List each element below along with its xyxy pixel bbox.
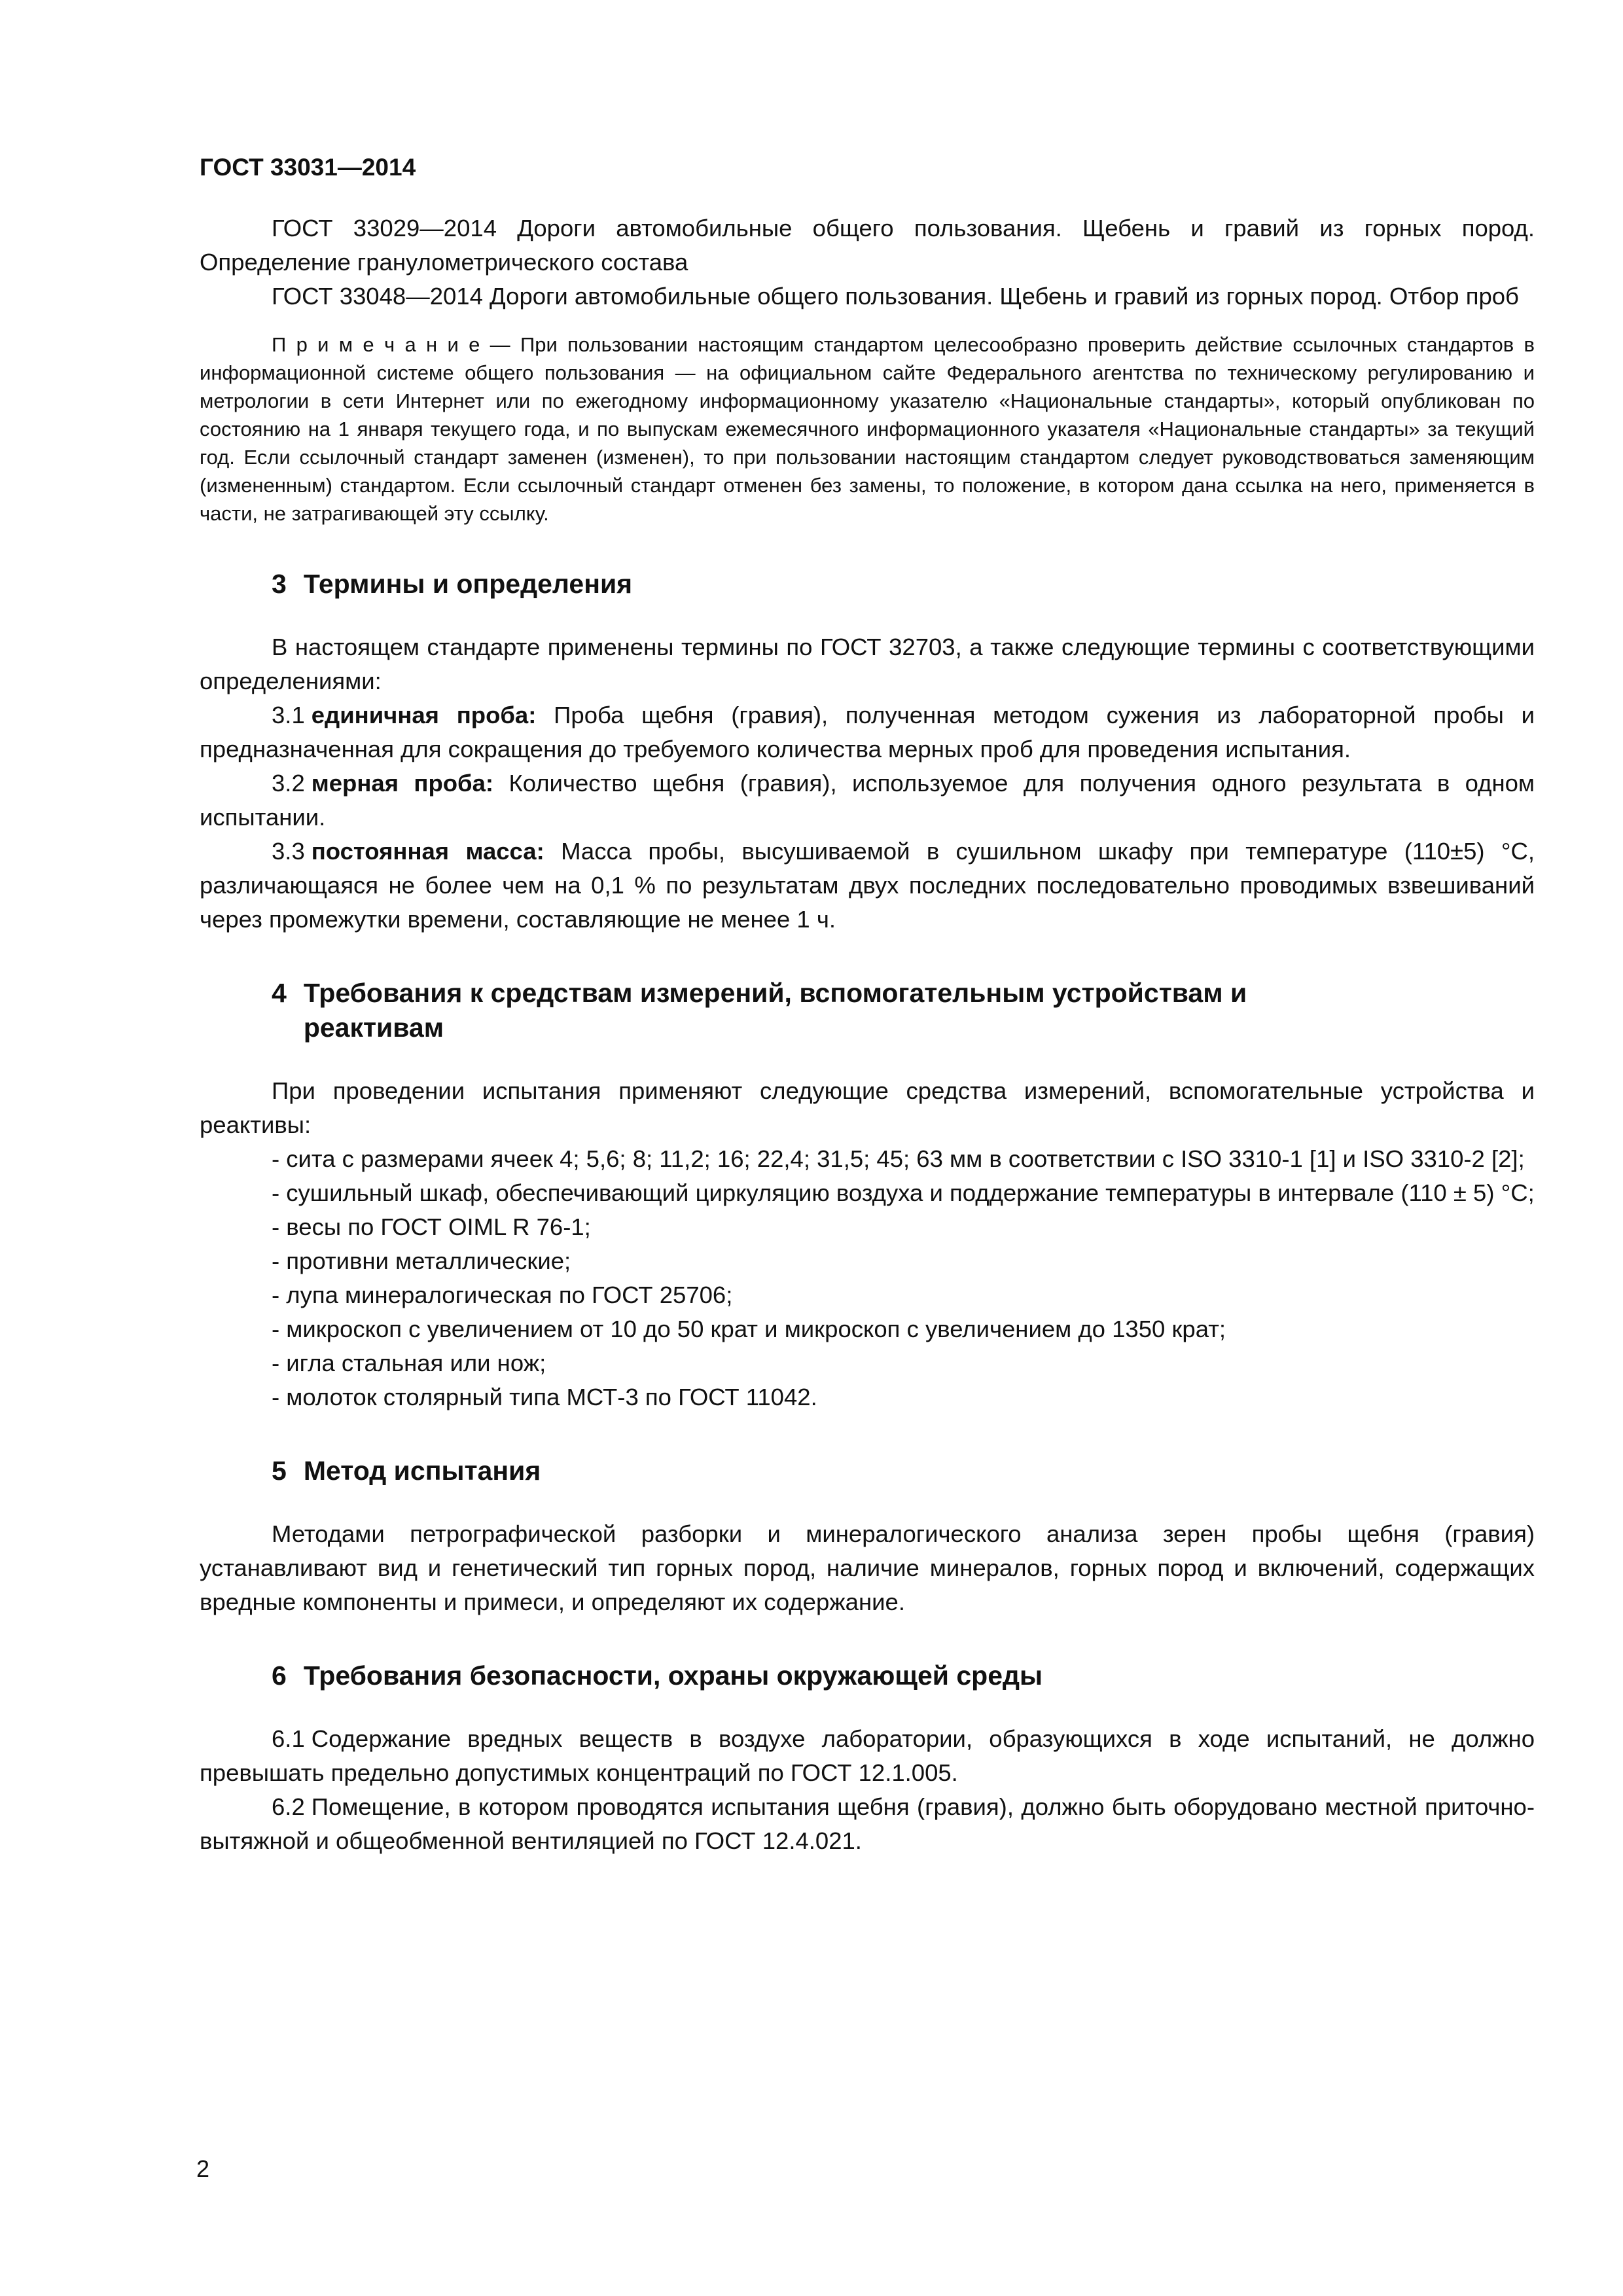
note-text: — При пользовании настоящим стандартом целесообразно проверить действие ссылочных стандартов в информационной системе общего пользования — на официальном сайте Федерального агентства по техническому регулированию и метрологии в сети Интернет или по ежегодному информационному указателю «Национальные стандарты», который опубликован по состоянию на 1 января текущего года, и по выпускам ежемесячного информационного указателя «Национальные стандарты» за текущий год. Если ссылочный стандарт заменен (изменен), то при пользовании настоящим стандартом следует руководствоваться заменяющим (измененным) стандартом. Если ссылочный стандарт отменен без замены, то положение, в котором дана ссылка на него, применяется в части, не затрагивающей эту ссылку. [200, 333, 1535, 525]
document-code: ГОСТ 33031—2014 [200, 154, 416, 181]
clause [200, 1722, 1535, 1790]
page-number: 2 [196, 2155, 210, 2182]
term-text: Количество щебня (гравия), используемое для получения одного результата в одном испытании. [200, 770, 1535, 831]
section-6-heading [200, 1659, 1535, 1693]
equipment-list-item: - микроскоп с увеличением от 10 до 50 крат и микроскоп с увеличением до 1350 крат; [272, 1316, 1226, 1342]
clause [200, 1790, 1535, 1858]
section-4-title: Требования к средствам измерений, вспомогательным устройствам и реактивам [303, 978, 1247, 1043]
equipment-list-item: - лупа минералогическая по ГОСТ 25706; [272, 1282, 733, 1308]
note-label: П р и м е ч а н и е [272, 333, 480, 356]
term-text: Масса пробы, высушиваемой в сушильном шкафу при температуре (110±5) °С, различающаяся не более чем на 0,1 % по результатам двух последних последовательно проводимых взвешиваний через промежутки времени, составляющие не менее 1 ч. [200, 838, 1535, 933]
term-definition [200, 834, 1535, 937]
section-5-text: Методами петрографической разборки и минералогического анализа зерен пробы щебня (гравия) устанавливают вид и генетический тип горных пород, наличие минералов, горных пород и включений, содержащих вредные компоненты и примеси, и определяют их содержание. [200, 1520, 1535, 1615]
term-number: 3.2 [272, 770, 305, 797]
equipment-list-item: - игла стальная или нож; [272, 1350, 546, 1376]
section-3-intro: В настоящем стандарте применены термины по ГОСТ 32703, а также следующие термины с соответствующими определениями: [200, 634, 1535, 694]
clause-number: 6.2 [272, 1793, 305, 1820]
reference-item: ГОСТ 33048—2014 Дороги автомобильные общего пользования. Щебень и гравий из горных пород. Отбор проб [272, 283, 1519, 310]
clause-text: Помещение, в котором проводятся испытания щебня (гравия), должно быть оборудовано местной приточно-вытяжной и общеобменной вентиляцией по ГОСТ 12.4.021. [200, 1793, 1535, 1854]
equipment-list-item: - сушильный шкаф, обеспечивающий циркуляцию воздуха и поддержание температуры в интервале (110 ± 5) °С; [272, 1179, 1535, 1206]
section-6-number: 6 [272, 1660, 287, 1691]
note-block [200, 331, 1535, 528]
term-definition [200, 766, 1535, 834]
section-3-title: Термины и определения [303, 569, 633, 599]
term-number: 3.1 [272, 702, 305, 728]
term-name: единичная проба: [311, 702, 537, 728]
section-3-heading [200, 567, 1535, 601]
term-name: постоянная масса: [311, 838, 544, 865]
term-number: 3.3 [272, 838, 305, 865]
section-5-heading [200, 1454, 1535, 1488]
equipment-list-item: - сита с размерами ячеек 4; 5,6; 8; 11,2; 16; 22,4; 31,5; 45; 63 мм в соответствии с ISO 3310-1 [1] и ISO 3310-2 [2]; [272, 1145, 1525, 1172]
term-text: Проба щебня (гравия), полученная методом сужения из лабораторной пробы и предназначенная для сокращения до требуемого количества мерных проб для проведения испытания. [200, 702, 1535, 762]
clause-number: 6.1 [272, 1725, 305, 1752]
equipment-list-item: - противни металлические; [272, 1247, 571, 1274]
section-4-heading [200, 976, 1535, 1045]
section-3-number: 3 [272, 569, 287, 599]
section-5-title: Метод испытания [303, 1456, 541, 1486]
clause-text: Содержание вредных веществ в воздухе лаборатории, образующихся в ходе испытаний, не должно превышать предельно допустимых концентраций по ГОСТ 12.1.005. [200, 1725, 1535, 1786]
equipment-list-item: - молоток столярный типа МСТ-3 по ГОСТ 11042. [272, 1384, 817, 1410]
section-6-title: Требования безопасности, охраны окружающей среды [303, 1660, 1043, 1691]
section-4-intro: При проведении испытания применяют следующие средства измерений, вспомогательные устройства и реактивы: [200, 1077, 1535, 1138]
section-5-number: 5 [272, 1456, 287, 1486]
section-4-number: 4 [272, 978, 287, 1008]
equipment-list-item: - весы по ГОСТ OIML R 76-1; [272, 1213, 591, 1240]
term-definition [200, 698, 1535, 766]
reference-item: ГОСТ 33029—2014 Дороги автомобильные общего пользования. Щебень и гравий из горных пород. Определение гранулометрического состава [200, 215, 1535, 276]
term-name: мерная проба: [311, 770, 494, 797]
